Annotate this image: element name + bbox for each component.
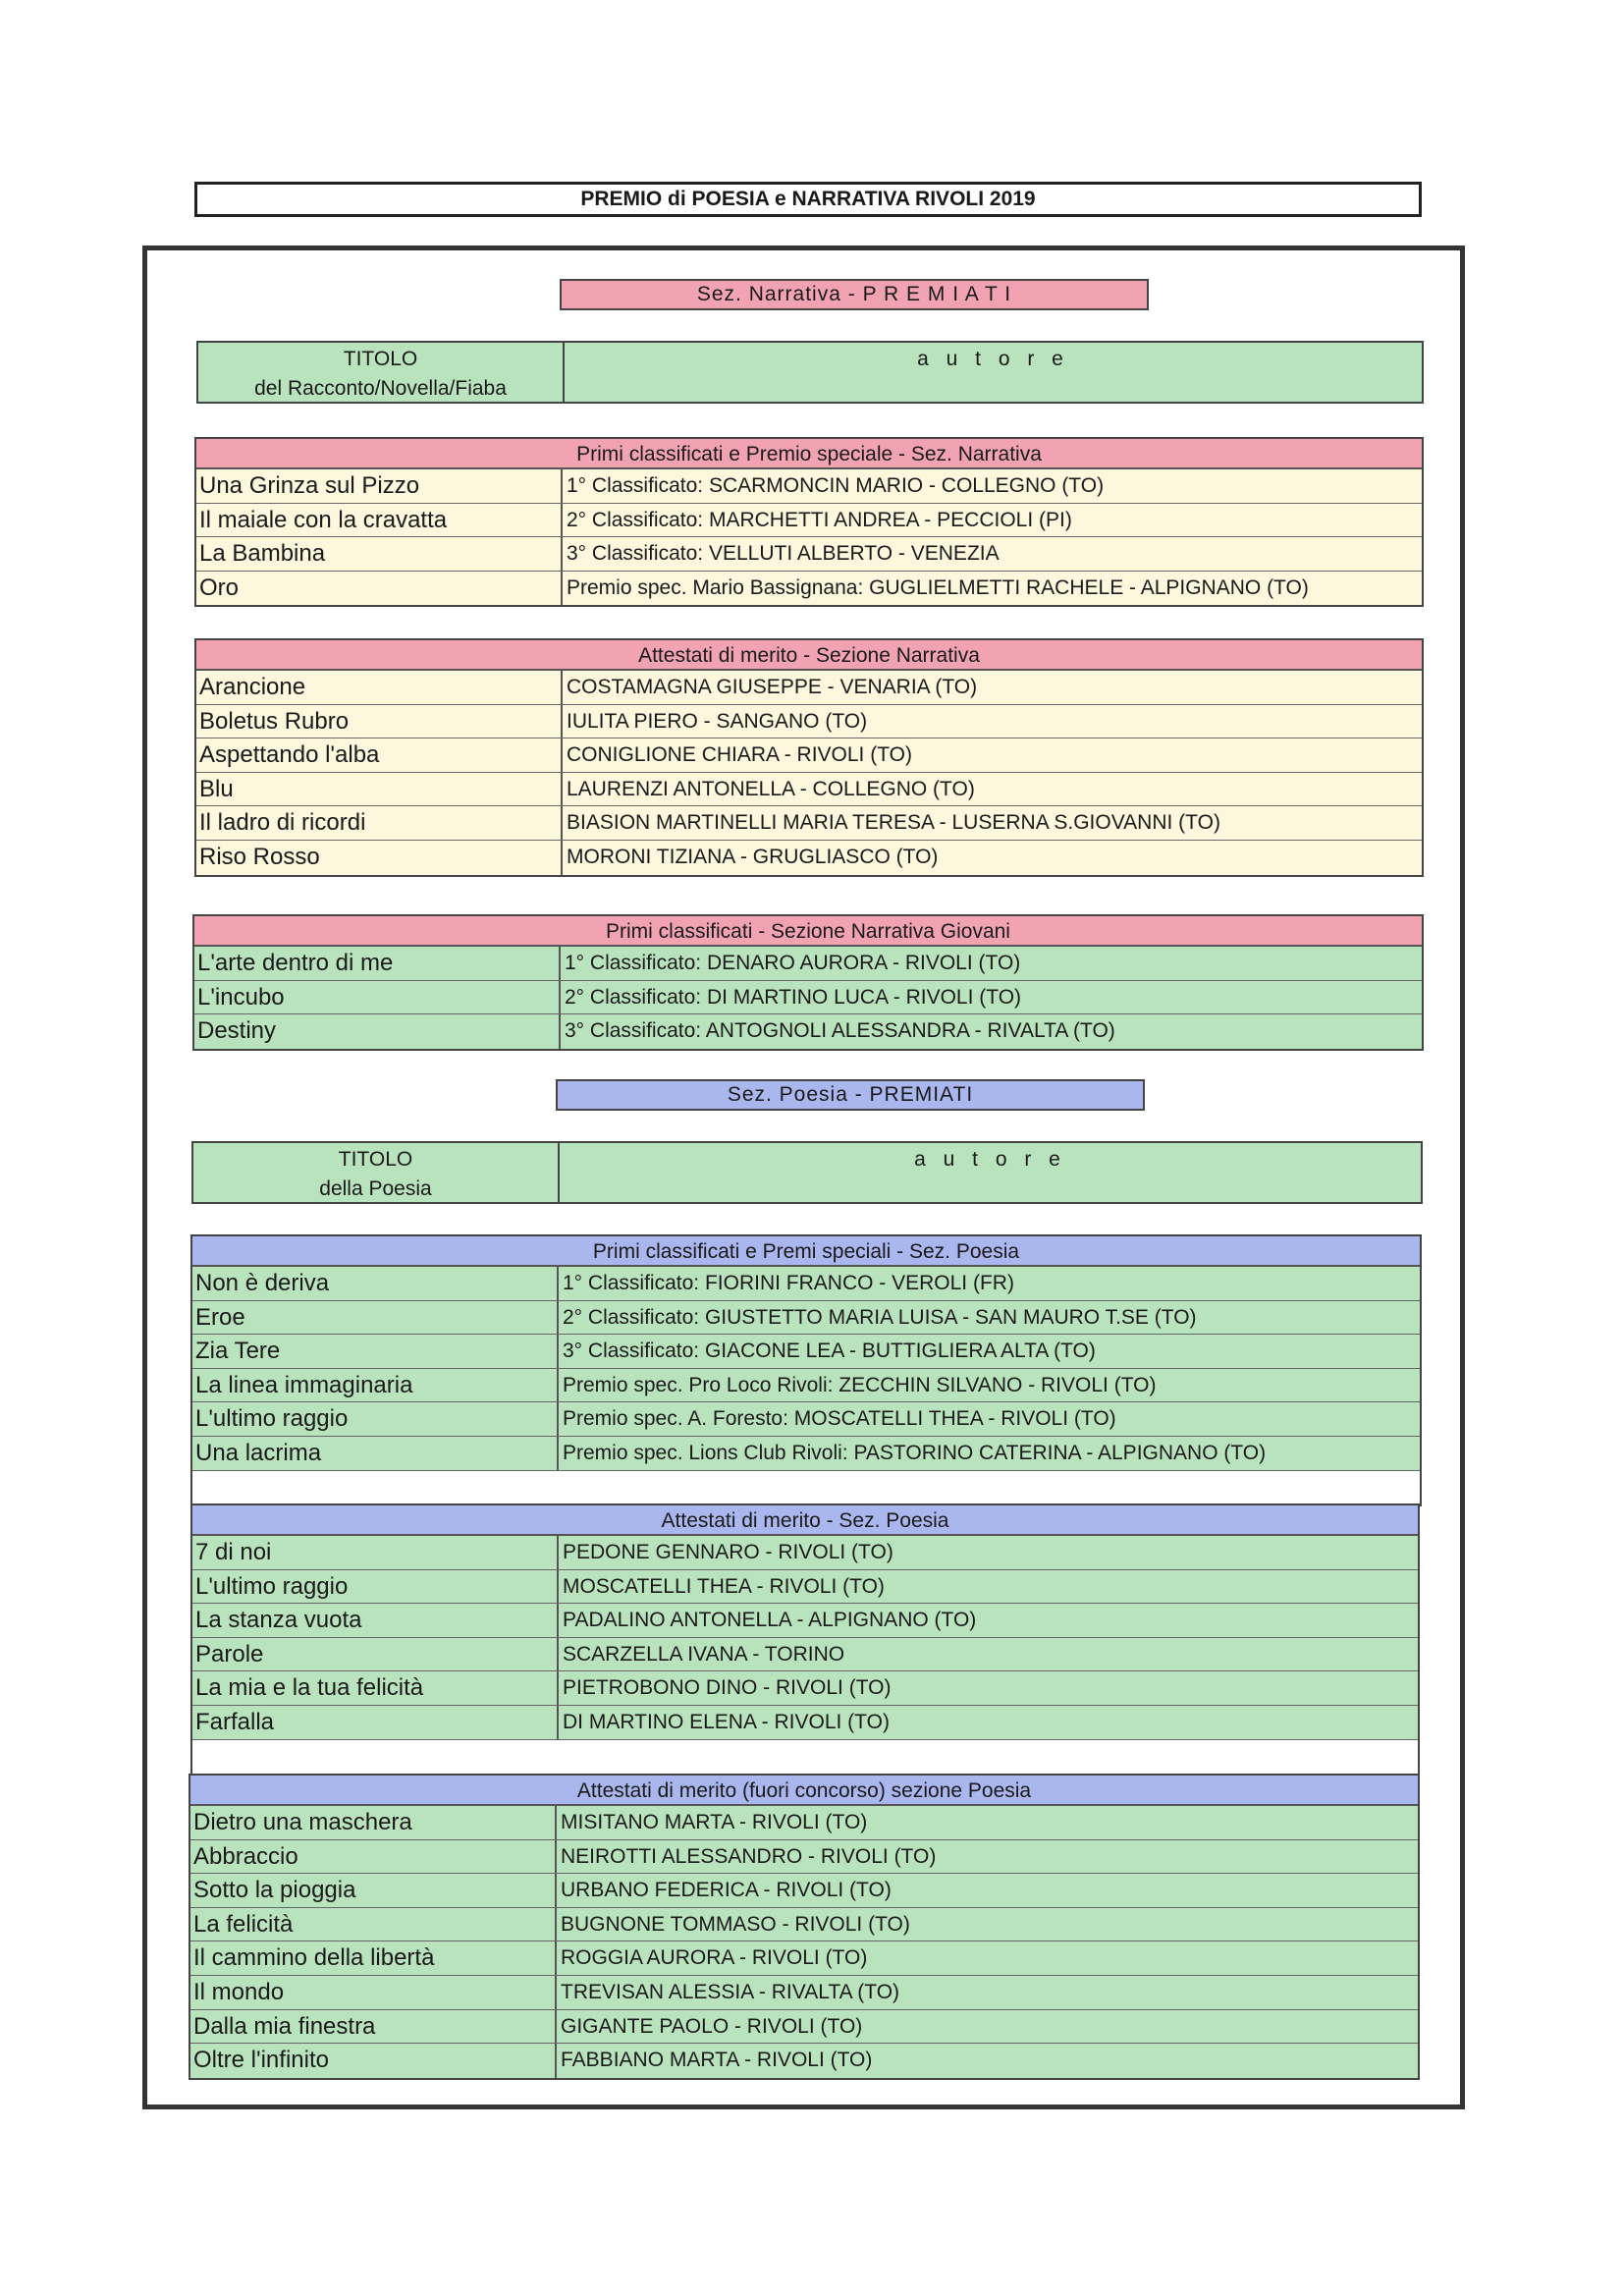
- work-title-cell: Zia Tere: [192, 1335, 559, 1368]
- author-cell: 1° Classificato: FIORINI FRANCO - VEROLI (FR): [563, 1272, 1014, 1294]
- author-cell: GIGANTE PAOLO - RIVOLI (TO): [561, 2014, 863, 2038]
- table-row: [196, 841, 1422, 875]
- title-header-line1: TITOLO: [338, 1148, 413, 1171]
- author-cell: 2° Classificato: GIUSTETTO MARIA LUISA - SAN MAURO T.SE (TO): [563, 1305, 1197, 1329]
- author-cell: 2° Classificato: MARCHETTI ANDREA - PECCIOLI (PI): [567, 508, 1072, 531]
- work-title-cell: La stanza vuota: [192, 1604, 559, 1637]
- table-row: [194, 947, 1422, 981]
- work-title-cell: Eroe: [192, 1301, 559, 1335]
- poesia-premiati-block: [190, 1234, 1422, 1506]
- author-cell: Premio spec. Pro Loco Rivoli: ZECCHIN SILVANO - RIVOLI (TO): [563, 1373, 1157, 1396]
- author-cell: Premio spec. A. Foresto: MOSCATELLI THEA - RIVOLI (TO): [563, 1407, 1116, 1431]
- author-cell: DI MARTINO ELENA - RIVOLI (TO): [563, 1710, 890, 1733]
- author-cell: PEDONE GENNARO - RIVOLI (TO): [563, 1541, 893, 1563]
- work-title-cell: Abbraccio: [190, 1840, 557, 1874]
- author-cell: 3° Classificato: ANTOGNOLI ALESSANDRA - RIVALTA (TO): [565, 1019, 1115, 1043]
- narrativa-premiati-block: [194, 437, 1424, 607]
- author-cell: 1° Classificato: DENARO AURORA - RIVOLI (TO): [565, 952, 1021, 974]
- author-cell: URBANO FEDERICA - RIVOLI (TO): [561, 1879, 892, 1902]
- author-cell: PIETROBONO DINO - RIVOLI (TO): [563, 1676, 892, 1700]
- title-header-line2: della Poesia: [319, 1177, 432, 1200]
- work-title-cell: L'arte dentro di me: [194, 947, 561, 980]
- table-row: [192, 1671, 1418, 1706]
- title-header-line1: TITOLO: [343, 348, 418, 370]
- author-cell: PADALINO ANTONELLA - ALPIGNANO (TO): [563, 1609, 977, 1632]
- table-row: [192, 1536, 1418, 1570]
- author-cell: BIASION MARTINELLI MARIA TERESA - LUSERNA S.GIOVANNI (TO): [567, 811, 1220, 835]
- table-row: [192, 1267, 1420, 1301]
- table-row: [190, 2010, 1418, 2045]
- table-row: [196, 469, 1422, 504]
- author-cell: CONIGLIONE CHIARA - RIVOLI (TO): [567, 743, 912, 767]
- narrativa-column-header: [196, 341, 1424, 404]
- table-row: [190, 1941, 1418, 1976]
- table-row: [192, 1369, 1420, 1403]
- work-title-cell: Riso Rosso: [196, 841, 563, 875]
- table-row: [196, 504, 1422, 538]
- author-cell: LAURENZI ANTONELLA - COLLEGNO (TO): [567, 777, 975, 800]
- author-cell: MOSCATELLI THEA - RIVOLI (TO): [563, 1574, 885, 1598]
- poesia-section-label: Sez. Poesia - PREMIATI: [556, 1079, 1145, 1111]
- work-title-cell: La linea immaginaria: [192, 1369, 559, 1402]
- narrativa-attestati-block: [194, 638, 1424, 877]
- work-title-cell: Una Grinza sul Pizzo: [196, 469, 563, 503]
- narrativa-section-label: Sez. Narrativa - P R E M I A T I: [560, 279, 1149, 310]
- author-cell: 3° Classificato: GIACONE LEA - BUTTIGLIERA ALTA (TO): [563, 1339, 1096, 1363]
- work-title-cell: L'ultimo raggio: [192, 1570, 559, 1604]
- block-heading: Attestati di merito - Sezione Narrativa: [196, 640, 1422, 671]
- table-row: [196, 806, 1422, 841]
- work-title-cell: 7 di noi: [192, 1536, 559, 1569]
- table-row: [194, 981, 1422, 1015]
- table-row: [196, 572, 1422, 606]
- work-title-cell: L'ultimo raggio: [192, 1402, 559, 1436]
- author-cell: 1° Classificato: SCARMONCIN MARIO - COLLEGNO (TO): [567, 474, 1105, 497]
- table-row: [192, 1301, 1420, 1336]
- poesia-column-header: [191, 1141, 1423, 1204]
- block-heading: Primi classificati e Premio speciale - Sez. Narrativa: [196, 439, 1422, 469]
- table-row: [194, 1014, 1422, 1049]
- work-title-cell: La felicità: [190, 1908, 557, 1941]
- work-title-cell: Arancione: [196, 671, 563, 704]
- table-row: [192, 1604, 1418, 1638]
- author-cell: 2° Classificato: DI MARTINO LUCA - RIVOLI (TO): [565, 985, 1022, 1009]
- table-row: [192, 1570, 1418, 1605]
- table-row: [192, 1437, 1420, 1471]
- block-heading: Primi classificati - Sezione Narrativa Giovani: [194, 916, 1422, 947]
- table-row: [190, 1840, 1418, 1875]
- work-title-cell: Destiny: [194, 1014, 561, 1049]
- title-column-header: [193, 1143, 560, 1202]
- author-cell: MISITANO MARTA - RIVOLI (TO): [561, 1811, 868, 1833]
- author-cell: COSTAMAGNA GIUSEPPE - VENARIA (TO): [567, 676, 978, 698]
- author-cell: 3° Classificato: VELLUTI ALBERTO - VENEZIA: [567, 542, 1000, 566]
- table-row: [196, 738, 1422, 773]
- author-cell: IULITA PIERO - SANGANO (TO): [567, 709, 868, 733]
- table-row: [192, 1402, 1420, 1437]
- poesia-attestati-block: [190, 1503, 1420, 1776]
- author-cell: NEIROTTI ALESSANDRO - RIVOLI (TO): [561, 1844, 937, 1868]
- work-title-cell: L'incubo: [194, 981, 561, 1014]
- author-cell: Premio spec. Lions Club Rivoli: PASTORINO CATERINA - ALPIGNANO (TO): [563, 1441, 1267, 1464]
- narrativa-giovani-block: [192, 914, 1424, 1051]
- table-row: [192, 1638, 1418, 1672]
- author-cell: FABBIANO MARTA - RIVOLI (TO): [561, 2049, 873, 2072]
- title-header-line2: del Racconto/Novella/Fiaba: [254, 377, 507, 400]
- table-row: [196, 671, 1422, 705]
- author-column-header: a u t o r e: [914, 1148, 1066, 1171]
- work-title-cell: Il cammino della libertà: [190, 1941, 557, 1975]
- author-cell: Premio spec. Mario Bassignana: GUGLIELMETTI RACHELE - ALPIGNANO (TO): [567, 575, 1309, 599]
- work-title-cell: Sotto la pioggia: [190, 1874, 557, 1907]
- title-column-header: [198, 343, 565, 402]
- author-cell: BUGNONE TOMMASO - RIVOLI (TO): [561, 1912, 910, 1936]
- work-title-cell: Boletus Rubro: [196, 705, 563, 738]
- table-row: [190, 1806, 1418, 1840]
- table-row: [192, 1706, 1418, 1740]
- work-title-cell: Oltre l'infinito: [190, 2044, 557, 2078]
- table-row: [190, 1976, 1418, 2010]
- page-title: PREMIO di POESIA e NARRATIVA RIVOLI 2019: [194, 182, 1422, 217]
- work-title-cell: Farfalla: [192, 1706, 559, 1739]
- work-title-cell: Blu: [196, 773, 563, 806]
- author-cell: TREVISAN ALESSIA - RIVALTA (TO): [561, 1980, 900, 2003]
- table-row: [196, 773, 1422, 807]
- blank-spacer-row: [192, 1471, 1420, 1505]
- table-row: [196, 705, 1422, 739]
- table-row: [190, 1874, 1418, 1908]
- author-column-header: a u t o r e: [917, 348, 1069, 370]
- blank-spacer-row: [192, 1740, 1418, 1775]
- work-title-cell: Dalla mia finestra: [190, 2010, 557, 2044]
- work-title-cell: Parole: [192, 1638, 559, 1671]
- work-title-cell: La mia e la tua felicità: [192, 1671, 559, 1705]
- work-title-cell: Oro: [196, 572, 563, 606]
- work-title-cell: Dietro una maschera: [190, 1806, 557, 1839]
- block-heading: Attestati di merito (fuori concorso) sezione Poesia: [190, 1776, 1418, 1806]
- table-row: [192, 1335, 1420, 1369]
- poesia-fuori-concorso-block: [189, 1774, 1420, 2080]
- block-heading: Primi classificati e Premi speciali - Sez. Poesia: [192, 1236, 1420, 1267]
- author-cell: MORONI TIZIANA - GRUGLIASCO (TO): [567, 845, 939, 868]
- work-title-cell: Non è deriva: [192, 1267, 559, 1300]
- author-cell: SCARZELLA IVANA - TORINO: [563, 1642, 845, 1666]
- table-row: [190, 2044, 1418, 2078]
- work-title-cell: Aspettando l'alba: [196, 738, 563, 772]
- author-cell: ROGGIA AURORA - RIVOLI (TO): [561, 1946, 868, 1970]
- table-row: [196, 537, 1422, 572]
- table-row: [190, 1908, 1418, 1942]
- block-heading: Attestati di merito - Sez. Poesia: [192, 1505, 1418, 1536]
- work-title-cell: Una lacrima: [192, 1437, 559, 1470]
- work-title-cell: Il mondo: [190, 1976, 557, 2009]
- work-title-cell: Il ladro di ricordi: [196, 806, 563, 840]
- work-title-cell: La Bambina: [196, 537, 563, 571]
- work-title-cell: Il maiale con la cravatta: [196, 504, 563, 537]
